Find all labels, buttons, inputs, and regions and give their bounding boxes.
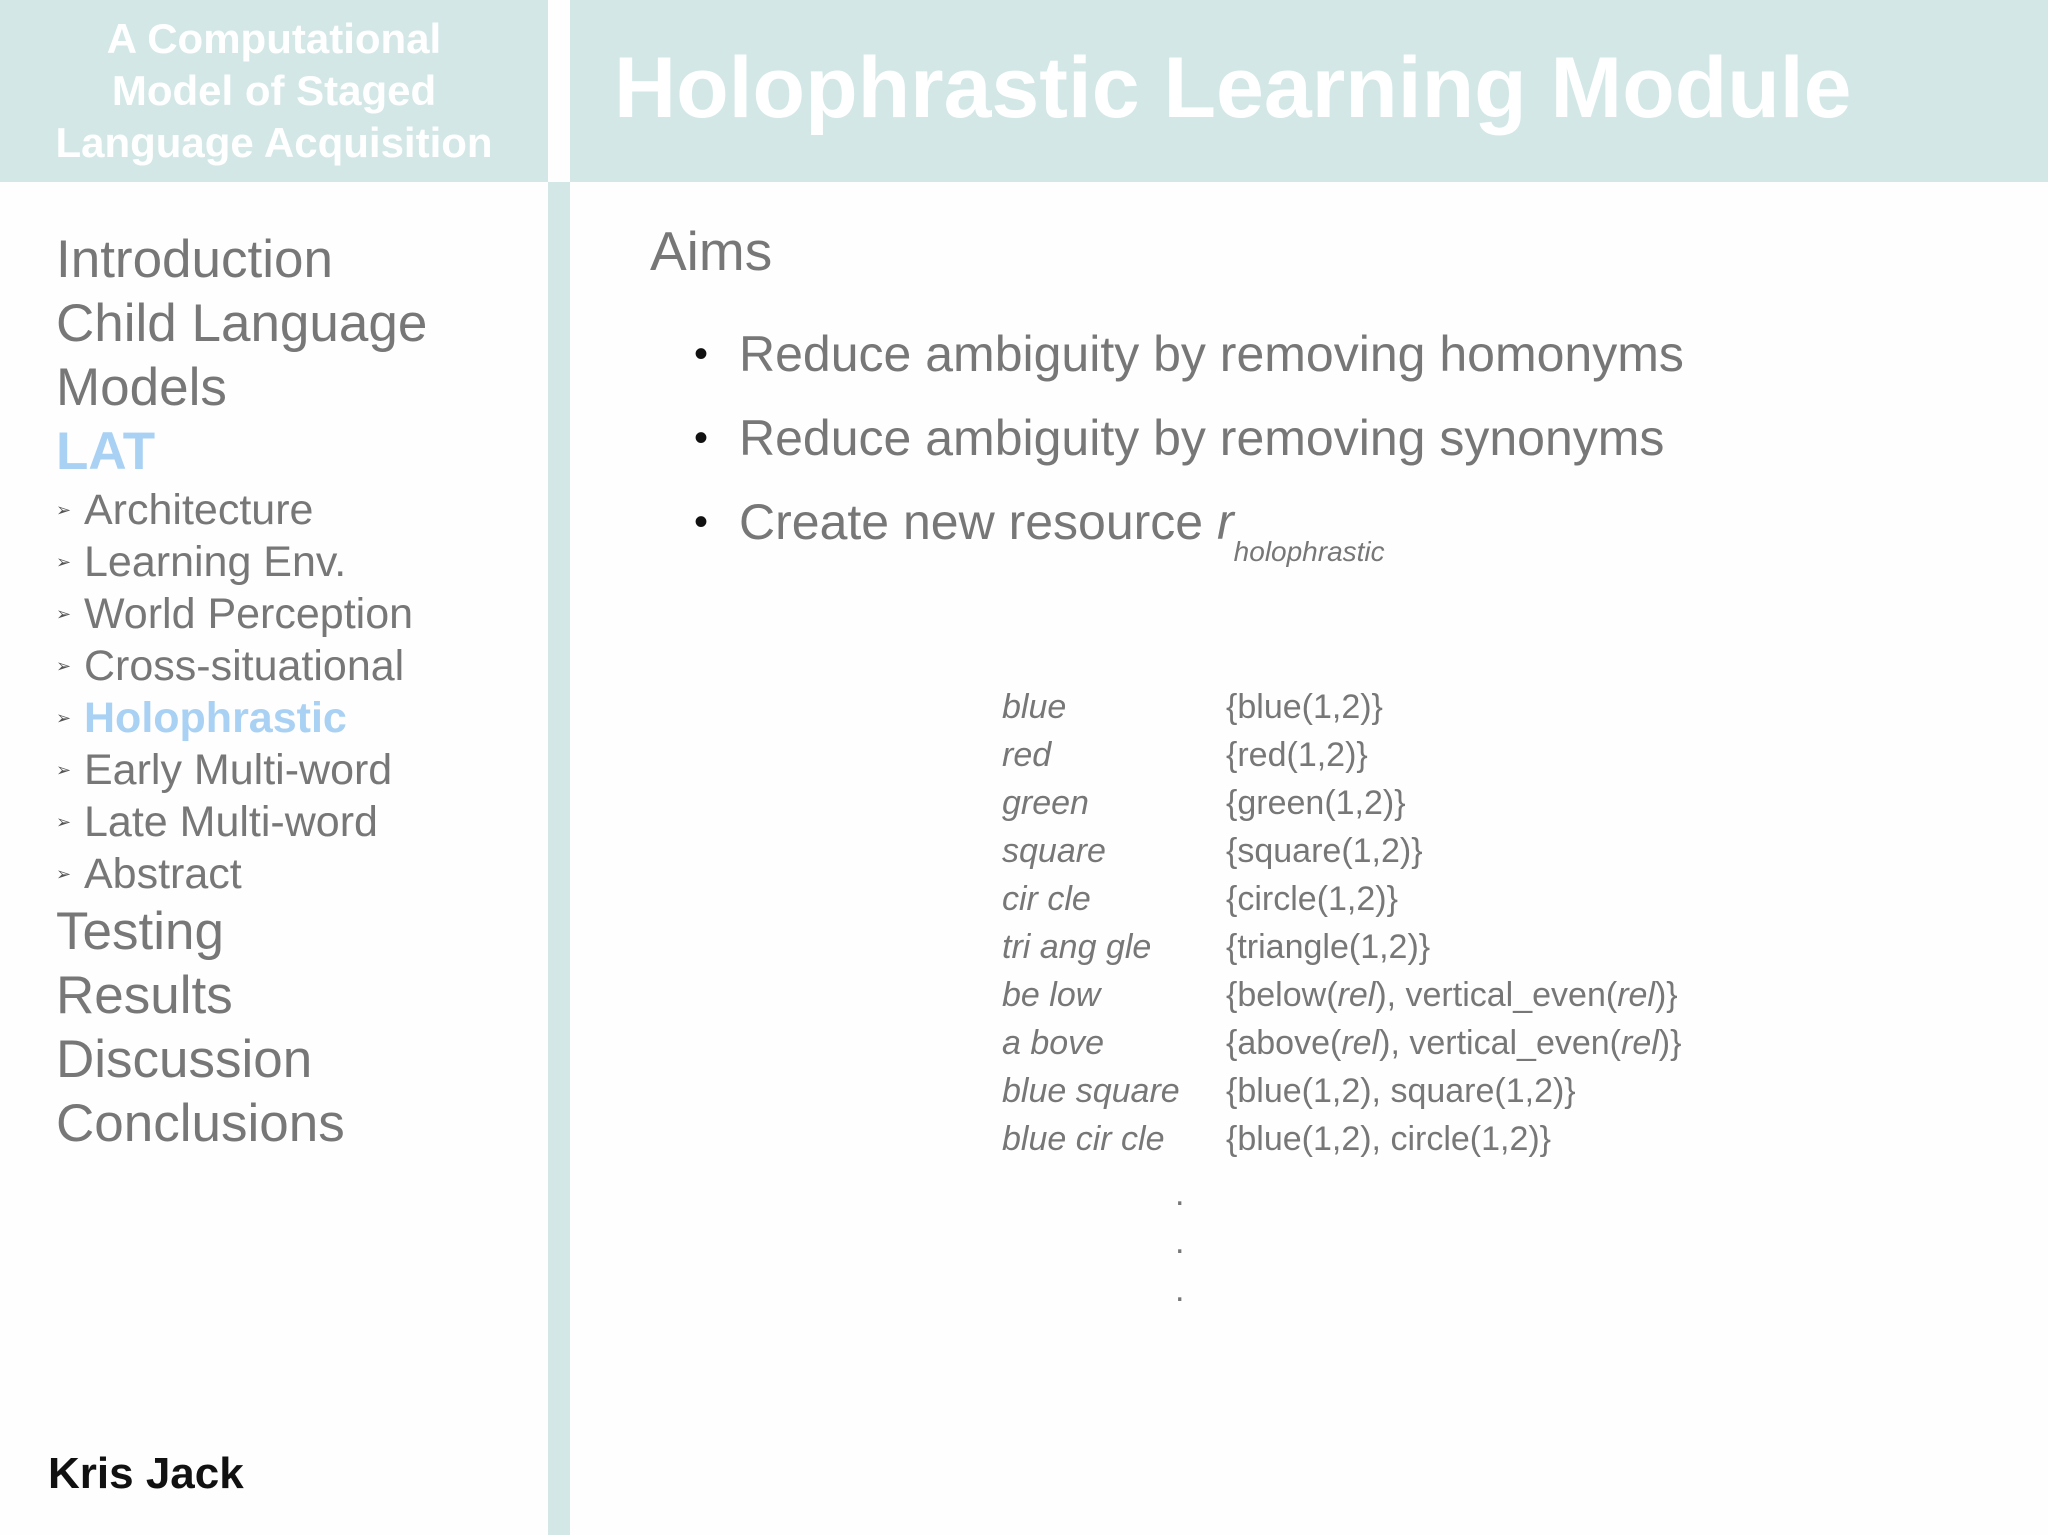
mapping-word: blue cir cle — [1002, 1119, 1165, 1158]
sidebar-item-lat[interactable]: LAT — [56, 422, 156, 481]
resource-subscript: holophrastic — [1233, 536, 1385, 567]
arrow-bullet-icon: ➢ — [56, 500, 72, 520]
meaning-text: )} — [1654, 975, 1678, 1014]
aim-text: Reduce ambiguity by removing synonyms — [739, 410, 1665, 466]
meaning-variable: rel — [1621, 1023, 1659, 1062]
meaning-text: {blue(1,2), circle(1,2)} — [1226, 1119, 1552, 1158]
arrow-bullet-icon: ➢ — [56, 552, 72, 572]
bullet-icon: • — [694, 500, 709, 544]
mapping-meaning — [1226, 736, 1368, 775]
sidebar-subitem-world-perception[interactable] — [56, 588, 536, 640]
sidebar-item-models[interactable]: Models — [56, 358, 227, 417]
arrow-bullet-icon: ➢ — [56, 604, 72, 624]
mapping-word: blue square — [1002, 1071, 1180, 1110]
aim-text: Reduce ambiguity by removing homonyms — [739, 326, 1684, 382]
sidebar-nav — [56, 228, 536, 1156]
meaning-text: {square(1,2)} — [1226, 831, 1423, 870]
meaning-text: {below( — [1226, 975, 1338, 1014]
arrow-bullet-icon: ➢ — [56, 864, 72, 884]
sidebar-subitem-architecture[interactable] — [56, 484, 536, 536]
mapping-meaning — [1226, 1120, 1551, 1159]
mapping-word: blue — [1002, 687, 1067, 726]
presentation-title: A Computational Model of Staged Language Acquisition — [55, 15, 493, 166]
mapping-word: cir cle — [1002, 879, 1091, 918]
presentation-title-panel — [0, 0, 548, 182]
sidebar-item-conclusions[interactable]: Conclusions — [56, 1094, 345, 1153]
mapping-meaning — [1226, 1072, 1576, 1111]
resource-variable: r — [1217, 494, 1234, 550]
sidebar-subitem-label: Late Multi-word — [84, 798, 378, 846]
aim-item — [694, 312, 1684, 396]
sidebar-divider — [548, 182, 570, 1535]
mapping-row — [1002, 731, 1681, 779]
word-meaning-table — [1002, 683, 1681, 1163]
mapping-row — [1002, 971, 1681, 1019]
mapping-row — [1002, 923, 1681, 971]
mapping-meaning — [1226, 832, 1423, 871]
mapping-meaning — [1226, 976, 1678, 1015]
sidebar-subitem-label: Learning Env. — [84, 538, 347, 586]
arrow-bullet-icon: ➢ — [56, 708, 72, 728]
sidebar-subitem-label: World Perception — [84, 590, 414, 638]
mapping-meaning — [1226, 688, 1383, 727]
ellipsis-dot: . — [1175, 1175, 1185, 1213]
meaning-variable: rel — [1617, 975, 1655, 1014]
sidebar-item-results[interactable]: Results — [56, 966, 233, 1025]
aims-list — [694, 312, 1684, 567]
arrow-bullet-icon: ➢ — [56, 656, 72, 676]
mapping-word: square — [1002, 831, 1106, 870]
arrow-bullet-icon: ➢ — [56, 812, 72, 832]
meaning-variable: rel — [1337, 975, 1376, 1014]
mapping-meaning — [1226, 880, 1398, 919]
sidebar-item-discussion[interactable]: Discussion — [56, 1030, 313, 1089]
sidebar-subitem-label: Abstract — [84, 850, 242, 898]
meaning-variable: rel — [1341, 1023, 1380, 1062]
sidebar-subitem-learning-env[interactable] — [56, 536, 536, 588]
meaning-text: )} — [1658, 1023, 1682, 1062]
bullet-icon: • — [694, 416, 709, 460]
author-name: Kris Jack — [48, 1449, 244, 1498]
mapping-word: green — [1002, 783, 1089, 822]
meaning-text: {green(1,2)} — [1226, 783, 1406, 822]
ellipsis-dot: . — [1175, 1223, 1185, 1261]
sidebar-subitem-early-multi-word[interactable] — [56, 744, 536, 796]
sidebar-item-testing[interactable]: Testing — [56, 902, 224, 961]
mapping-word: red — [1002, 735, 1052, 774]
mapping-row — [1002, 1115, 1681, 1163]
mapping-row — [1002, 1067, 1681, 1115]
sidebar-subitem-abstract[interactable] — [56, 848, 536, 900]
arrow-bullet-icon: ➢ — [56, 760, 72, 780]
meaning-text: {blue(1,2)} — [1226, 687, 1383, 726]
ellipsis-dot: . — [1175, 1271, 1185, 1309]
mapping-meaning — [1226, 784, 1406, 823]
meaning-text: {circle(1,2)} — [1226, 879, 1398, 918]
mapping-word: a bove — [1002, 1023, 1105, 1062]
meaning-text: {triangle(1,2)} — [1226, 927, 1431, 966]
slide-title: Holophrastic Learning Module — [614, 40, 1852, 136]
mapping-row — [1002, 1019, 1681, 1067]
sidebar-subitem-label: Holophrastic — [84, 694, 347, 742]
mapping-row — [1002, 683, 1681, 731]
mapping-word: tri ang gle — [1002, 927, 1152, 966]
mapping-row — [1002, 875, 1681, 923]
sidebar-subitem-label: Cross-situational — [84, 642, 405, 690]
meaning-text: ), vertical_even( — [1379, 1023, 1621, 1062]
sidebar-subitem-label: Architecture — [84, 486, 314, 534]
mapping-row — [1002, 827, 1681, 875]
sidebar-subitem-cross-situational[interactable] — [56, 640, 536, 692]
mapping-row — [1002, 779, 1681, 827]
section-heading: Aims — [650, 220, 773, 282]
mapping-word: be low — [1002, 975, 1101, 1014]
sidebar-subitem-late-multi-word[interactable] — [56, 796, 536, 848]
continuation-ellipsis — [1175, 1170, 1184, 1314]
meaning-text: {red(1,2)} — [1226, 735, 1368, 774]
mapping-meaning — [1226, 1024, 1681, 1063]
sidebar-item-introduction[interactable]: Introduction — [56, 230, 333, 289]
meaning-text: {blue(1,2), square(1,2)} — [1226, 1071, 1576, 1110]
sidebar-subitem-label: Early Multi-word — [84, 746, 393, 794]
bullet-icon: • — [694, 332, 709, 376]
aim-item — [694, 396, 1684, 480]
mapping-meaning — [1226, 928, 1430, 967]
slide-title-panel — [570, 0, 2048, 182]
aim-item — [694, 480, 1684, 567]
meaning-text: {above( — [1226, 1023, 1342, 1062]
aim-text: Create new resource — [739, 494, 1218, 550]
meaning-text: ), vertical_even( — [1375, 975, 1618, 1014]
sidebar-subitem-holophrastic[interactable] — [56, 692, 536, 744]
sidebar-item-child-language[interactable]: Child Language — [56, 294, 428, 353]
